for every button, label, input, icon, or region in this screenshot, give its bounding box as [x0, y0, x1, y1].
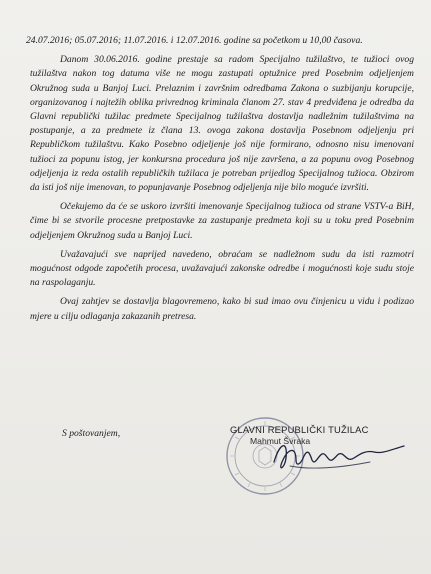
handwritten-signature: [270, 432, 410, 480]
signer-title: GLAVNI REPUBLIČKI TUŽILAC: [230, 424, 369, 435]
signer-name: Mahmut Švraka: [250, 436, 311, 446]
paragraph-termination: Danom 30.06.2016. godine prestaje sa radom Specijalno tužilaštvo, te tužioci ovog tužilaštva nakon tog datuma više ne mogu zastupati optužnice pred Posebnim odjeljenjem Okružnog suda u Banjoj Luci. Prelaznim i završnim odredbama Zakona o suzbijanju korupcije, organizovanog i najtežih oblika privrednog kriminala članom 27. stav 4 predviđena je odredba da Glavni republički tužilac predmete Specijalnog tužilaštva dostavlja nadležnim tužilaštvima na postupanje, a za predmete iz člana 13. ovoga zakona dostavlja Posebnom odjeljenju pri Republičkom tužilaštvu. Kako Posebno odjeljenje još nije formirano, odnosno nisu imenovani tužioci za popunu istog, jer konkursna procedura još nije završena, a za popunu ovog Posebnog odjeljenja iz reda ostalih republičkih tužilaca je potreban prijedlog Specijalnog tužioca. Obzirom da isti još nije imenovan, to popunjavanje Posebnog odjeljenja nije bilo moguće izvršiti.: [30, 54, 414, 194]
paragraph-expectation: Očekujemo da će se uskoro izvršiti imenovanje Specijalnog tužioca od strane VSTV-a BiH, čime bi se stvorile procesne pretpostavke za zastupanje predmeta koji su u toku pred Posebnim odjeljenjem Okružnog suda u Banjoj Luci.: [30, 201, 414, 241]
letter-body: [26, 34, 414, 329]
paragraph-continuation: 24.07.2016; 05.07.2016; 11.07.2016. i 12.07.2016. godine sa početkom u 10,00 časova.: [26, 35, 363, 46]
paragraph-request: Uvažavajući sve naprijed navedeno, obraćam se nadležnom sudu da isti razmotri mogućnost odgode započetih procesa, uvažavajući zakonske odredbe i mogućnosti koje sudu stoje na raspolaganju.: [30, 248, 414, 289]
closing-greeting: S poštovanjem,: [62, 428, 121, 439]
paragraph-timeliness: Ovaj zahtjev se dostavlja blagovremeno, kako bi sud imao ovu činjenicu u vidu i podizao mjere u cilju odlaganja zakazanih pretresa.: [30, 296, 414, 322]
